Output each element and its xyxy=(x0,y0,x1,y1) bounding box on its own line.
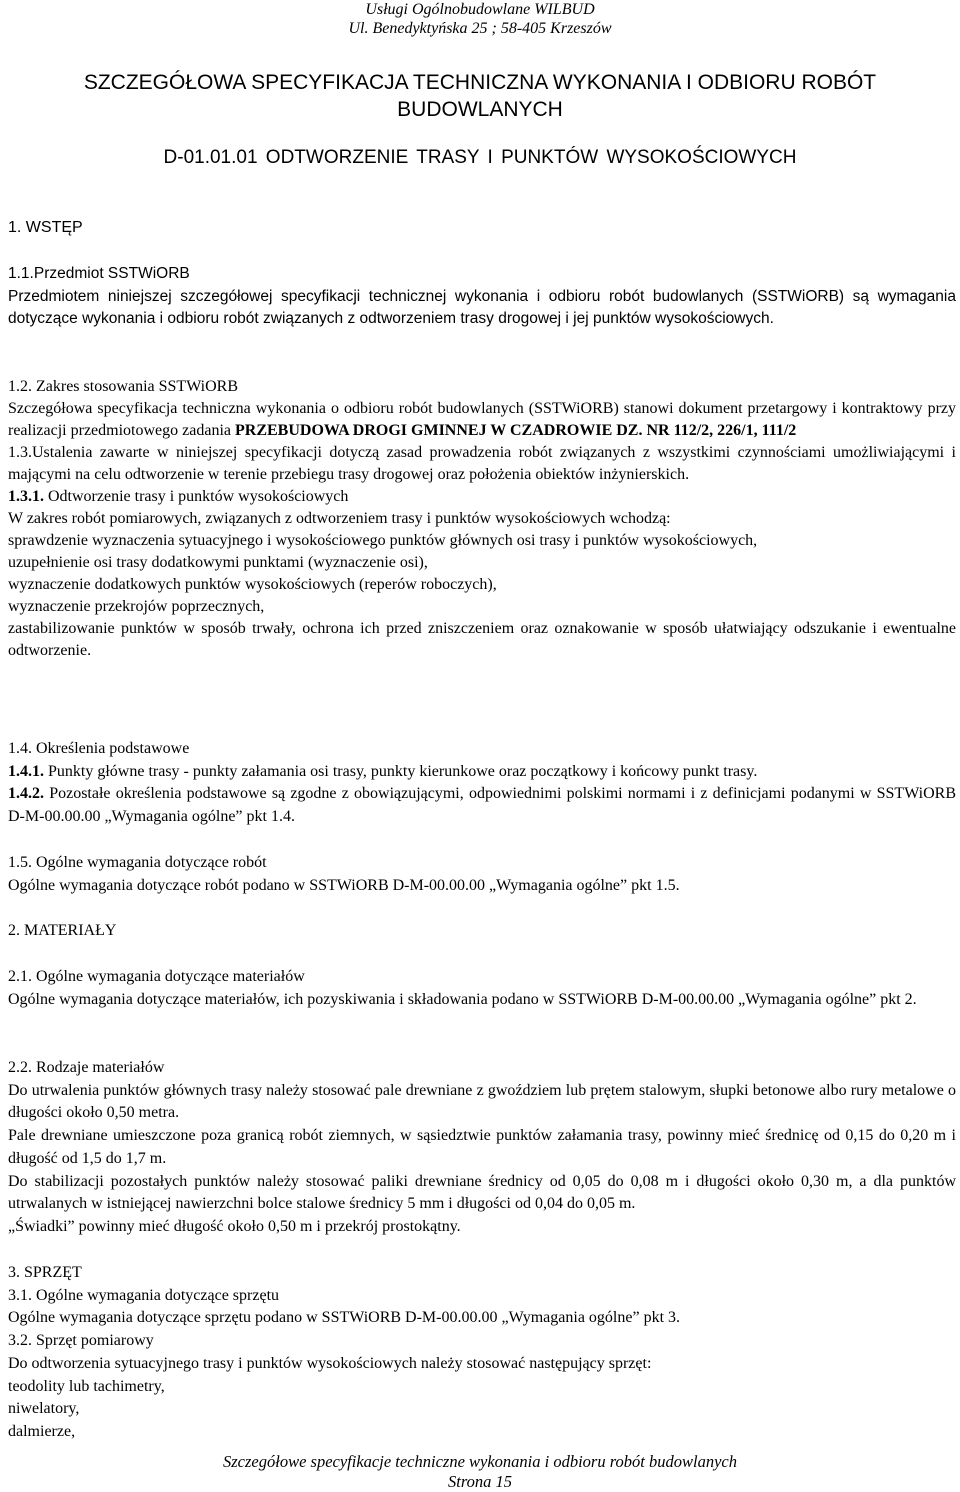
section-1-3-1-line: sprawdzenie wyznaczenia sytuacyjnego i wysokościowego punktów głównych osi trasy i punktów wysokościowych, xyxy=(8,532,758,549)
section-1-4-2-number: 1.4.2. xyxy=(8,785,44,803)
section-1-2-text: Szczegółowa specyfikacja techniczna wykonania o odbioru robót budowlanych (SSTWiORB) stanowi dokument przetargowy i kontraktowy przy realizacji przedmiotowego zadania xyxy=(8,400,956,439)
section-1-4 xyxy=(8,738,956,829)
section-1-4-1 xyxy=(8,761,956,784)
doc-title-line2: BUDOWLANYCH xyxy=(397,98,563,121)
doc-title-line1: SZCZEGÓŁOWA SPECYFIKACJA TECHNICZNA WYKONANIA I ODBIORU ROBÓT xyxy=(83,71,877,94)
section-3-1-heading: 3.1. Ogólne wymagania dotyczące sprzętu xyxy=(8,1286,280,1304)
header-company: Usługi Ogólnobudowlane WILBUD xyxy=(365,1,595,18)
section-1-5 xyxy=(8,852,956,897)
section-1-2-heading: 1.2. Zakres stosowania SSTWiORB xyxy=(8,378,239,395)
section-2-2-heading: 2.2. Rodzaje materiałów xyxy=(8,1059,165,1076)
section-2-2-paragraph-2: Pale drewniane umieszczone poza granicą robót ziemnych, w sąsiedztwie punktów załamania trasy, powinny mieć średnicę od 0,15 do 0,20 m i długość od 1,5 do 1,7 m. xyxy=(8,1127,956,1167)
section-1-4-1-text: Punkty główne trasy - punkty załamania osi trasy, punkty kierunkowe oraz początkowy i końcowy punkt trasy. xyxy=(44,762,758,780)
footer-page-number: Strona 15 xyxy=(447,1472,513,1491)
section-1-3-1-line: zastabilizowanie punktów w sposób trwały, ochrona ich przed zniszczeniem oraz oznakowanie w sposób ułatwiający odszukanie i ewentualne odtworzenie. xyxy=(8,620,956,659)
section-1-3-text: 1.3.Ustalenia zawarte w niniejszej specyfikacji dotyczą zasad prowadzenia robót związanych z wszystkimi czynnościami umożliwiającymi i mającymi na celu odtworzenie w terenie przebiegu trasy drogowej oraz położenia obiektów inżynierskich. xyxy=(8,444,956,483)
section-1-3-1-title: Odtworzenie trasy i punktów wysokościowych xyxy=(44,488,349,505)
section-1-1 xyxy=(8,263,956,331)
doc-subtitle: D-01.01.01 ODTWORZENIE TRASY I PUNKTÓW WYSOKOŚCIOWYCH xyxy=(163,147,797,168)
section-1-4-2-text: Pozostałe określenia podstawowe są zgodne z obowiązującymi, odpowiednimi polskimi normami i z definicjami podanymi w SSTWiORB D-M-00.00.00 „Wymagania ogólne” pkt 1.4. xyxy=(8,785,956,826)
section-3-2-heading: 3.2. Sprzęt pomiarowy xyxy=(8,1332,154,1350)
section-1-1-heading: 1.1.Przedmiot SSTWiORB xyxy=(8,265,190,282)
section-2-2-paragraph-1: Do utrwalenia punktów głównych trasy należy stosować pale drewniane z gwoździem lub prętem stalowym, słupki betonowe albo rury metalowe o długości około 0,50 metra. xyxy=(8,1081,956,1122)
section-2-heading: 2. MATERIAŁY xyxy=(8,922,117,939)
section-2-1-heading: 2.1. Ogólne wymagania dotyczące materiałów xyxy=(8,968,305,985)
section-1-3-1-line: wyznaczenie dodatkowych punktów wysokościowych (reperów roboczych), xyxy=(8,576,497,593)
section-1-3-1-number: 1.3.1. xyxy=(8,488,44,505)
section-3 xyxy=(8,1262,956,1444)
section-3-2-line: Do odtworzenia sytuacyjnego trasy i punktów wysokościowych należy stosować następujący sprzęt: xyxy=(8,1354,652,1372)
section-1-5-heading: 1.5. Ogólne wymagania dotyczące robót xyxy=(8,854,267,871)
section-1-4-heading: 1.4. Określenia podstawowe xyxy=(8,740,190,757)
section-3-1-text: Ogólne wymagania dotyczące sprzętu podano w SSTWiORB D-M-00.00.00 „Wymagania ogólne” pkt 3. xyxy=(8,1309,681,1327)
footer-title: Szczegółowe specyfikacje techniczne wykonania i odbioru robót budowlanych xyxy=(223,1452,737,1471)
section-1-3-1-line: W zakres robót pomiarowych, związanych z odtworzeniem trasy i punktów wysokościowych wchodzą: xyxy=(8,510,671,527)
section-1-5-text: Ogólne wymagania dotyczące robót podano w SSTWiORB D-M-00.00.00 „Wymagania ogólne” pkt 1.5. xyxy=(8,876,680,894)
section-1-4-2 xyxy=(8,783,956,828)
section-1-heading: 1. WSTĘP xyxy=(8,219,83,236)
section-2-1 xyxy=(8,966,956,1011)
header-address: Ul. Benedyktyńska 25 ; 58-405 Krzeszów xyxy=(348,20,612,37)
section-1-3-1-line: uzupełnienie osi trasy dodatkowymi punktami (wyznaczenie osi), xyxy=(8,554,428,571)
section-2-2-paragraph-4: „Świadki” powinny mieć długość około 0,50 m i przekrój prostokątny. xyxy=(8,1217,461,1235)
project-name: PRZEBUDOWA DROGI GMINNEJ W CZADROWIE DZ. NR 112/2, 226/1, 111/2 xyxy=(235,422,797,439)
section-3-heading: 3. SPRZĘT xyxy=(8,1264,82,1281)
section-1-4-1-number: 1.4.1. xyxy=(8,762,44,780)
section-1-2-paragraph xyxy=(8,398,956,442)
section-1-3-1-heading xyxy=(8,486,956,508)
section-1-3-1-line: wyznaczenie przekrojów poprzecznych, xyxy=(8,598,265,615)
section-2-2-paragraph-3: Do stabilizacji pozostałych punktów należy stosować paliki drewniane średnicy od 0,05 do 0,08 m i długości około 0,30 m, a dla punktów utrwalanych w istniejącej nawierzchni bolce stalowe średnicy 5 mm i długości od 0,04 do 0,05 m. xyxy=(8,1172,956,1213)
section-3-2-line: teodolity lub tachimetry, xyxy=(8,1377,165,1395)
section-2-2 xyxy=(8,1057,956,1239)
section-2-1-text: Ogólne wymagania dotyczące materiałów, ich pozyskiwania i składowania podano w SSTWiORB D-M-00.00.00 „Wymagania ogólne” pkt 2. xyxy=(8,990,917,1008)
section-3-2-line: dalmierze, xyxy=(8,1422,76,1440)
section-3-2-line: niwelatory, xyxy=(8,1400,80,1418)
section-1-2 xyxy=(8,376,956,662)
section-1-1-text: Przedmiotem niniejszej szczegółowej specyfikacji technicznej wykonania i odbioru robót budowlanych (SSTWiORB) są wymagania dotyczące wykonania i odbioru robót związanych z odtworzeniem trasy drogowej i jej punktów wysokościowych. xyxy=(8,287,956,328)
